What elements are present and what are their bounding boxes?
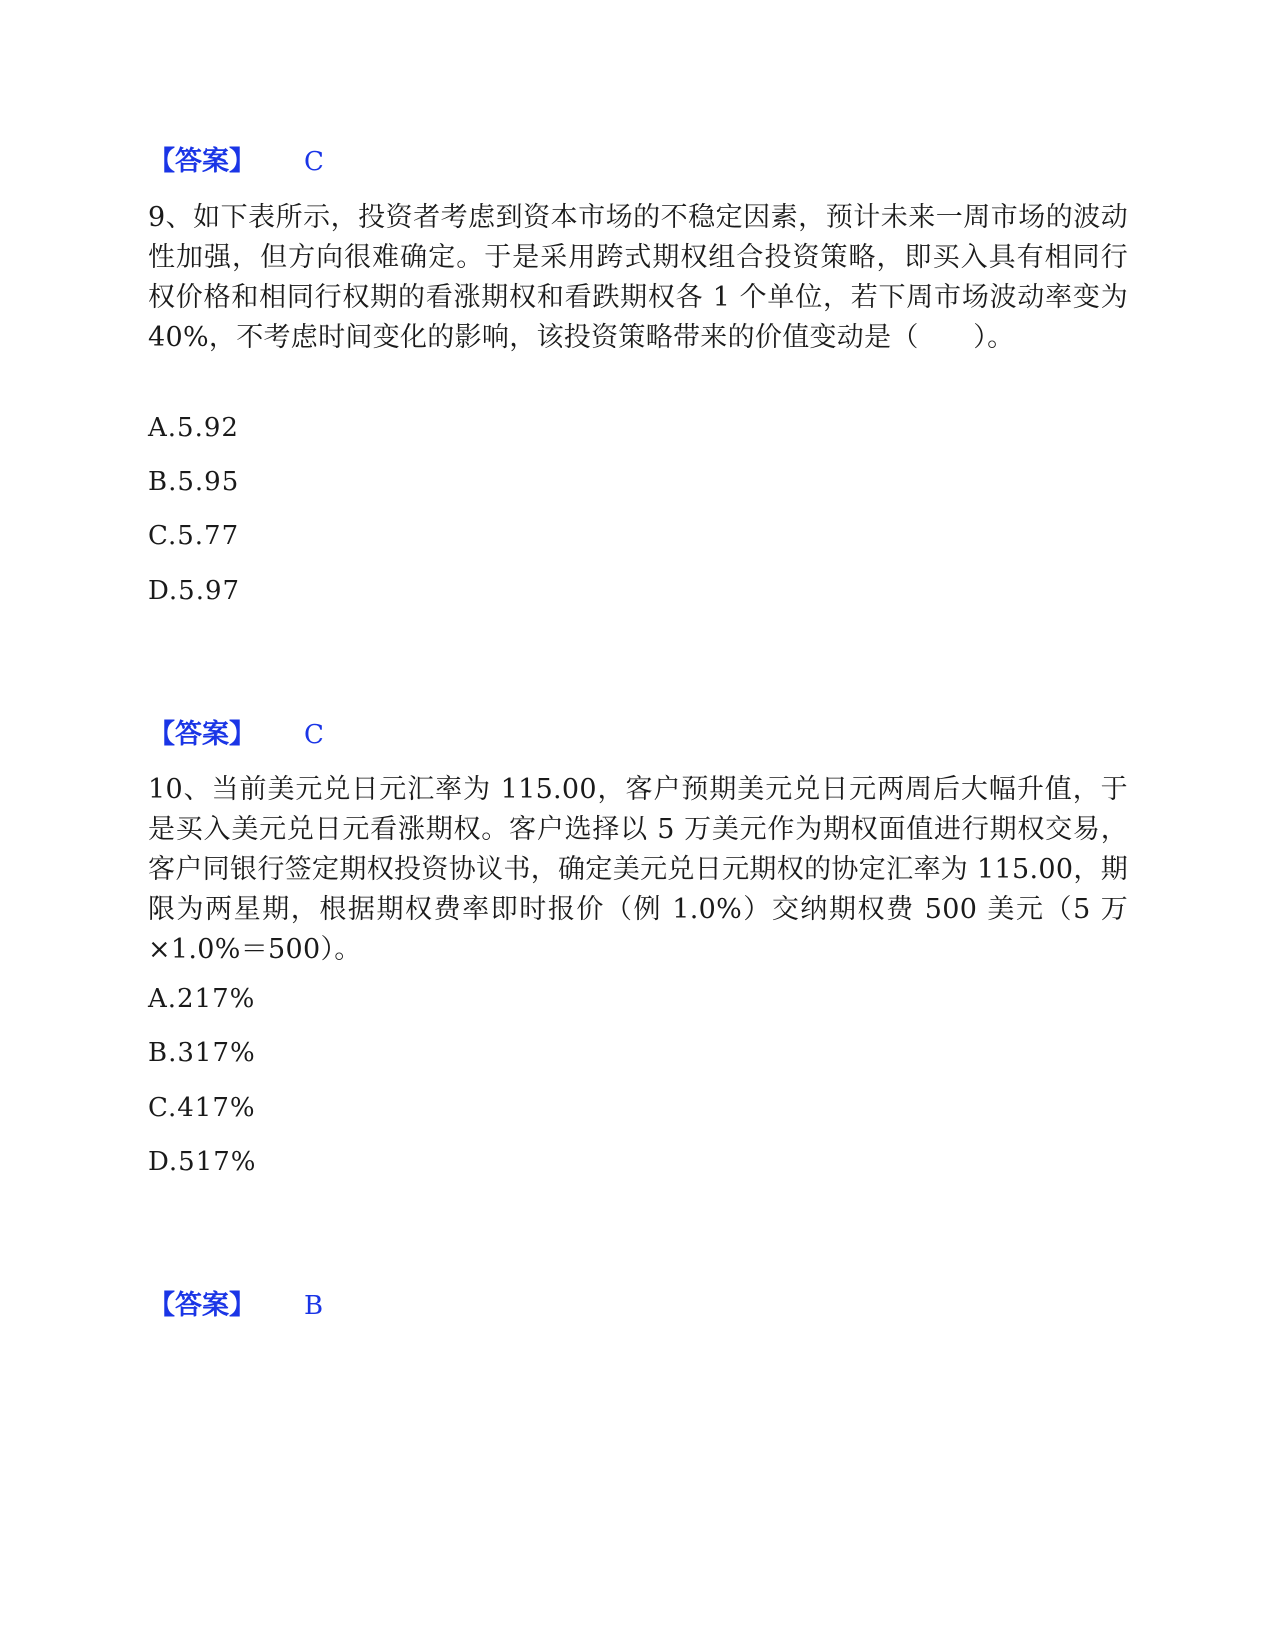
- answer-value: C: [304, 147, 324, 177]
- q9-option-a: A.5.92: [148, 413, 239, 443]
- answer-tag: 【答案】: [148, 1290, 256, 1321]
- question-10-text: 10、当前美元兑日元汇率为 115.00，客户预期美元兑日元两周后大幅升值，于是买入美元兑日元看涨期权。客户选择以 5 万美元作为期权面值进行期权交易，客户同银行签定期权投资协议书，确定美元兑日元期权的协定汇率为 115.00，期限为两星期，根据期权费率即时报价（例 1.0%）交纳期权费 500 美元（5 万×1.0%＝500）。: [148, 774, 1128, 965]
- q10-option-a: A.217%: [148, 984, 256, 1014]
- answer-line-prev: [148, 145, 324, 179]
- q10-option-d: D.517%: [148, 1147, 257, 1177]
- answer-line-q9: [148, 718, 324, 752]
- q10-option-c: C.417%: [148, 1093, 256, 1123]
- q9-option-b: B.5.95: [148, 467, 240, 497]
- answer-value: C: [304, 720, 324, 750]
- answer-line-q10: [148, 1289, 323, 1323]
- q9-option-d: D.5.97: [148, 576, 241, 606]
- answer-tag: 【答案】: [148, 146, 256, 177]
- answer-tag: 【答案】: [148, 719, 256, 750]
- q10-option-b: B.317%: [148, 1038, 256, 1068]
- q9-option-c: C.5.77: [148, 521, 240, 551]
- answer-value: B: [304, 1291, 324, 1321]
- question-9-text: 9、如下表所示，投资者考虑到资本市场的不稳定因素，预计未来一周市场的波动性加强，但方向很难确定。于是采用跨式期权组合投资策略，即买入具有相同行权价格和相同行权期的看涨期权和看跌期权各 1 个单位，若下周市场波动率变为 40%，不考虑时间变化的影响，该投资策略带来的价值变动是（ ）。: [148, 202, 1128, 353]
